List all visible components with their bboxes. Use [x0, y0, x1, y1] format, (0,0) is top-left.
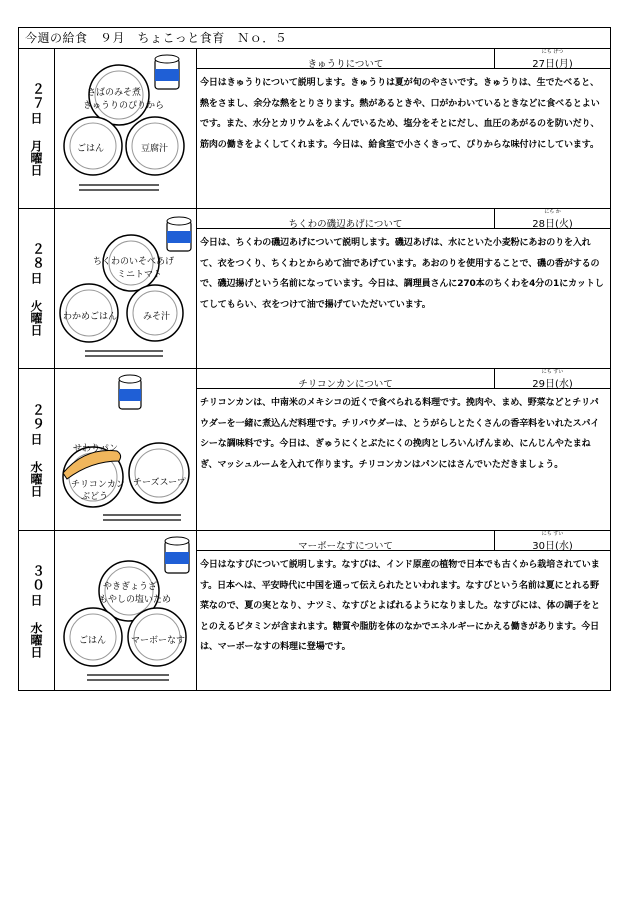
topic-header: [197, 49, 610, 69]
topic-date: [495, 209, 610, 228]
day-label: [19, 209, 55, 368]
date-furigana: にち すい: [541, 531, 564, 537]
day-number: ２９: [29, 402, 44, 431]
milk-carton-icon: [155, 55, 179, 89]
date-furigana: にち か: [544, 209, 561, 215]
chopsticks-icon: [103, 515, 181, 520]
topic-title: チリコンカンについて: [197, 369, 495, 388]
chopsticks-icon: [87, 675, 169, 680]
menu-sheet: [18, 27, 611, 691]
date-text: 27日(月): [532, 59, 573, 70]
topic-text: 今日はきゅうりについて説明します。きゅうりは夏が旬のやさいです。きゅうりは、生でたべると、熱をさまし、余分な熱をとりさります。熱があるときや、口がかわいているときなどに食べるとよいです。また、水分とカリウムをふくんでいるため、塩分をそとにだし、血圧のあがるのを防いだり、筋肉の働きをよくしてくれます。今日は、給食室で小さくきって、ぴりからな味付けにしています。: [200, 78, 600, 150]
menu-illustration: [55, 209, 197, 368]
topic-header: [197, 209, 610, 229]
menu-item-main: さばのみそ煮: [87, 88, 142, 98]
day-suffix: 日: [29, 432, 43, 445]
day-suffix: 日: [29, 111, 43, 124]
weekday: 火曜日: [29, 299, 43, 336]
page-title: 今週の給食 ９月 ちょこっと食育 Ｎｏ．５: [18, 27, 611, 49]
menu-item-main: やきぎょうざ: [103, 582, 158, 592]
menu-item-soup: 豆腐汁: [141, 144, 169, 154]
menu-item-fruit: ぶどう: [81, 492, 109, 502]
topic-title: ちくわの磯辺あげについて: [197, 209, 495, 228]
topic-date: [495, 531, 610, 550]
menu-illustration: [55, 369, 197, 530]
day-row-29: [18, 369, 611, 531]
menu-item-side: ミニトマト: [117, 270, 163, 280]
day-row-30: [18, 531, 611, 691]
menu-item-side: もやしの塩いため: [99, 595, 172, 605]
weekday: 月曜日: [29, 139, 43, 176]
topic-date: [495, 369, 610, 388]
chopsticks-icon: [85, 351, 163, 356]
date-furigana: にち すい: [541, 369, 564, 375]
day-suffix: 日: [29, 593, 43, 606]
menu-item-side: きゅうりのぴりから: [83, 101, 165, 111]
menu-item-staple: ごはん: [79, 636, 107, 646]
topic-date: [495, 49, 610, 68]
weekday: 水曜日: [29, 460, 43, 497]
day-suffix: 日: [29, 271, 43, 284]
day-row-28: [18, 209, 611, 369]
date-furigana: にち げつ: [541, 49, 564, 55]
day-number: ２７: [29, 81, 44, 110]
tray-drawing: [55, 209, 197, 369]
menu-illustration: [55, 49, 197, 208]
day-label: [19, 49, 55, 208]
menu-item-soup: マーボーなす: [131, 636, 186, 646]
date-text: 28日(火): [532, 219, 573, 230]
menu-item-soup: チーズスープ: [133, 478, 186, 488]
menu-item-staple: わかめごはん: [63, 312, 118, 322]
chopsticks-icon: [79, 185, 159, 190]
milk-carton-icon: [165, 537, 189, 573]
tray-drawing: [55, 531, 197, 691]
topic-text: チリコンカンは、中南米のメキシコの近くで食べられる料理です。挽肉や、まめ、野菜などとチリパウダーを一緒に煮込んだ料理です。チリパウダーは、とうがらしとたくさんの香辛料をいれたスパイシーな調味料です。今日は、ぎゅうにくとぶたにくの挽肉としろいんげんまめ、にんじんやたまねぎ、マッシュルームを入れて作ります。チリコンカンはパンにはさんでいただきましょう。: [200, 398, 600, 470]
topic-text: 今日は、ちくわの磯辺あげについて説明します。磯辺あげは、水にといた小麦粉にあおのりを入れて、衣をつくり、ちくわとからめて油であげています。あおのりを使用することで、磯の香がするので、磯辺揚げという名前になっています。今日は、調理員さんに270本のちくわを4分の1にカットしてしてもらい、衣をつけて油で揚げていただいています。: [200, 238, 604, 310]
milk-carton-icon: [167, 217, 191, 251]
day-label: [19, 531, 55, 690]
topic-text: 今日はなすびについて説明します。なすびは、インド原産の植物で日本でも古くから栽培されています。日本へは、平安時代に中国を通って伝えられたといわれます。なすびという名前は夏にとれる野菜なので、夏の実となり、ナツミ、なすびとよばれるようになりました。なすびには、体の調子をととのえるビタミンが含まれます。糖質や脂肪を体のなかでエネルギーにかえる働きがあります。今日は、マーボーなすの料理に登場です。: [200, 560, 600, 652]
tray-drawing: [55, 49, 197, 209]
menu-item-side: チリコンカン: [71, 480, 125, 490]
menu-item-main: せわりパン: [73, 444, 119, 454]
topic-title: きゅうりについて: [197, 49, 495, 68]
weekday: 水曜日: [29, 621, 43, 658]
topic-title: マーボーなすについて: [197, 531, 495, 550]
day-number: ２８: [29, 241, 44, 270]
topic-header: [197, 369, 610, 389]
menu-item-main: ちくわのいそべあげ: [93, 257, 175, 267]
topic-header: [197, 531, 610, 551]
menu-item-soup: みそ汁: [143, 312, 171, 322]
day-label: [19, 369, 55, 530]
menu-item-staple: ごはん: [77, 144, 105, 154]
date-text: 30日(水): [532, 541, 573, 552]
day-row-27: [18, 49, 611, 209]
day-number: ３０: [29, 563, 44, 592]
milk-carton-icon: [119, 375, 141, 409]
date-text: 29日(水): [532, 379, 573, 390]
menu-illustration: [55, 531, 197, 690]
